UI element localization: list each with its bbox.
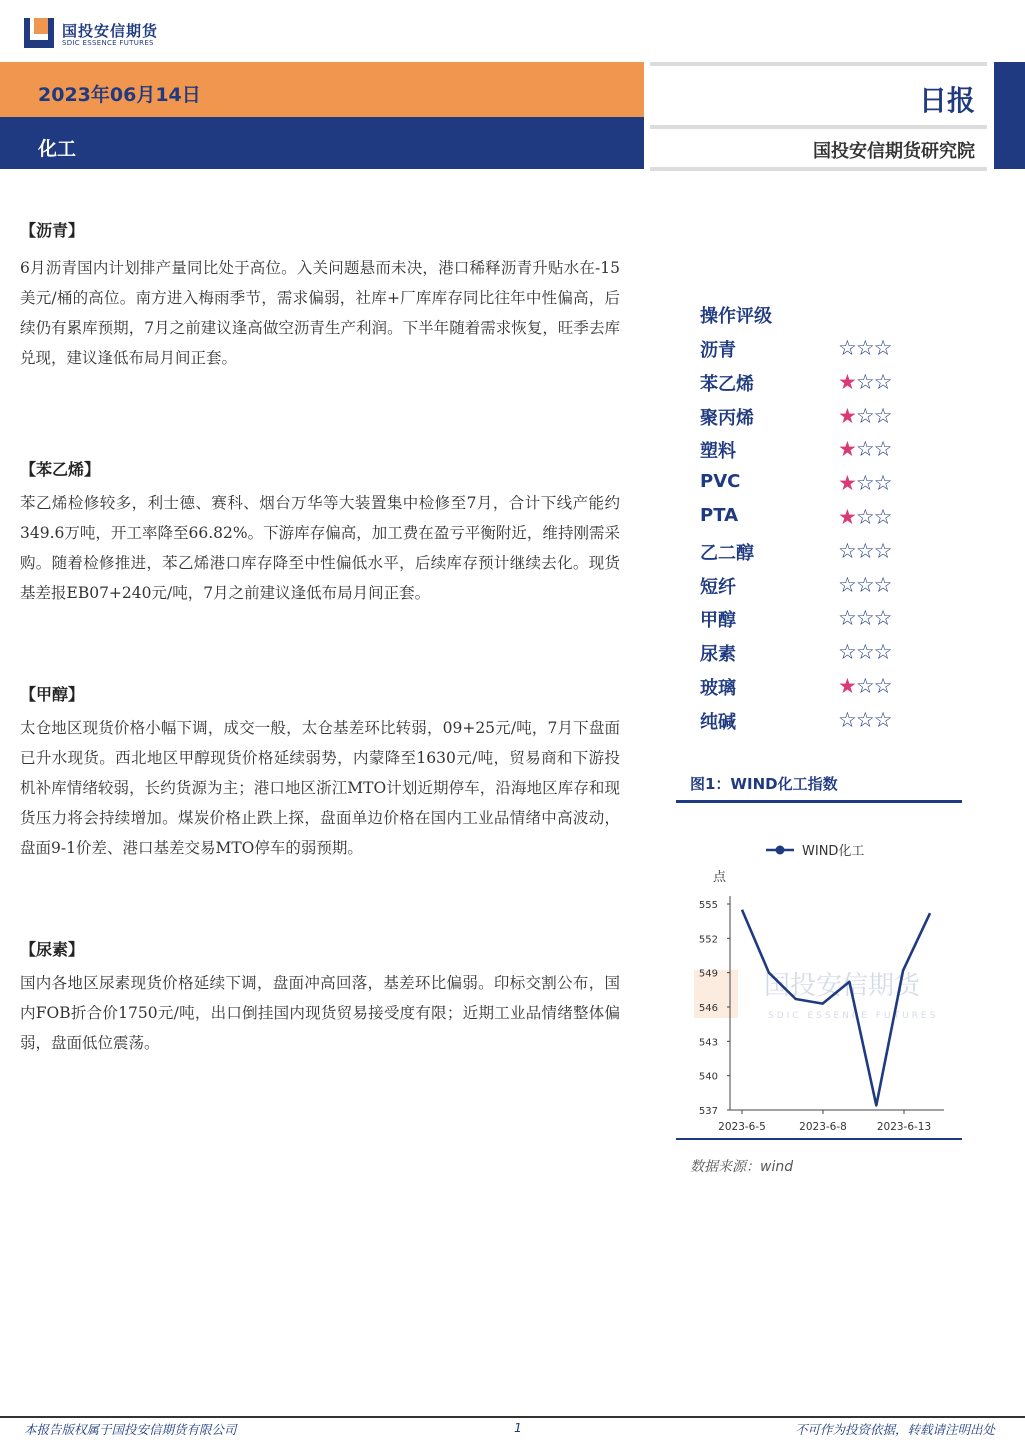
rating-stars xyxy=(838,674,891,698)
y-tick-label: 549 xyxy=(698,968,718,980)
header-sector-bar xyxy=(0,117,644,169)
rating-row xyxy=(700,539,940,569)
y-tick-label: 552 xyxy=(698,934,718,946)
report-date: 2023年06月14日 xyxy=(38,84,201,106)
rating-row xyxy=(700,640,940,670)
rating-stars xyxy=(838,640,891,664)
report-type: 日报 xyxy=(918,84,975,117)
x-tick-label: 2023-6-8 xyxy=(799,1121,847,1133)
rating-product-name: PVC xyxy=(700,471,741,493)
star-empty-icon: ☆ xyxy=(838,538,856,563)
footer-disclaimer: 不可作为投资依据，转载请注明出处 xyxy=(794,1422,995,1437)
figure-source: 数据来源：wind xyxy=(690,1159,794,1175)
legend-marker-icon xyxy=(776,846,785,855)
rating-row xyxy=(700,370,940,400)
ratings-title: 操作评级 xyxy=(700,306,772,327)
star-empty-icon: ☆ xyxy=(855,403,874,428)
star-empty-icon: ☆ xyxy=(873,369,892,394)
rating-product-name: 玻璃 xyxy=(700,678,736,699)
rating-stars xyxy=(838,471,891,495)
rating-stars xyxy=(838,404,891,428)
footer-copyright: 本报告版权属于国投安信期货有限公司 xyxy=(24,1422,237,1437)
rating-product-name: 尿素 xyxy=(700,644,736,666)
star-empty-icon: ☆ xyxy=(855,336,874,360)
rating-stars xyxy=(838,336,891,360)
star-empty-icon: ☆ xyxy=(873,707,892,732)
header-divider xyxy=(650,167,987,171)
rating-row xyxy=(700,336,940,366)
rating-stars xyxy=(838,606,891,630)
star-empty-icon: ☆ xyxy=(873,674,892,698)
svg-text:国投安信期货: 国投安信期货 xyxy=(764,970,921,1000)
series-line-wind-chemical xyxy=(742,910,930,1106)
section-title-methanol: 【甲醇】 xyxy=(20,685,85,704)
star-empty-icon: ☆ xyxy=(855,674,874,698)
star-filled-icon: ★ xyxy=(838,369,856,394)
line-chart xyxy=(676,812,962,1138)
logo-mark-icon xyxy=(24,18,54,48)
y-axis-unit: 点 xyxy=(713,870,727,885)
figure-title: 图1：WIND化工指数 xyxy=(690,775,838,793)
rating-product-name: 甲醇 xyxy=(700,610,736,632)
rating-product-name: 短纤 xyxy=(700,576,736,598)
star-empty-icon: ☆ xyxy=(873,403,892,428)
institute-name: 国投安信期货研究院 xyxy=(813,141,975,162)
star-empty-icon: ☆ xyxy=(838,572,856,597)
svg-text:SDIC ESSENCE FUTURES: SDIC ESSENCE FUTURES xyxy=(768,1011,939,1021)
rating-stars xyxy=(838,437,891,461)
star-empty-icon: ☆ xyxy=(838,640,856,665)
rating-row xyxy=(700,674,940,704)
section-body-styrene: 苯乙烯检修较多，利士德、赛科、烟台万华等大装置集中检修至7月，合计下线产能约349.6万吨，开工率降至66.82%。下游库存偏高，加工费在盈亏平衡附近，维持刚需采购。随着检修推进，苯乙烯港口库存降至中性偏低水平，后续库存预计继续去化。现货基差报EB07+240元/吨，7月之前建议逢低布局月间正套。 xyxy=(20,494,620,602)
page-number: 1 xyxy=(514,1420,522,1435)
star-filled-icon: ★ xyxy=(838,403,856,428)
section-title-asphalt: 【沥青】 xyxy=(20,221,85,240)
star-empty-icon: ☆ xyxy=(855,437,874,462)
rating-stars xyxy=(838,539,891,563)
header-divider xyxy=(650,125,987,129)
section-body-urea: 国内各地区尿素现货价格延续下调，盘面冲高回落，基差环比偏弱。印标交割公布，国内FOB折合价1750元/吨，出口倒挂国内现货贸易接受度有限；近期工业品情绪整体偏弱，盘面低位震荡。 xyxy=(20,974,620,1052)
figure-title-underline xyxy=(676,800,962,803)
rating-stars xyxy=(838,573,891,597)
x-tick-label: 2023-6-5 xyxy=(718,1121,766,1133)
star-filled-icon: ★ xyxy=(838,437,856,462)
chart-container xyxy=(676,812,962,1140)
section-body-asphalt: 6月沥青国内计划排产量同比处于高位。入关问题悬而未决，港口稀释沥青升贴水在-15美元/桶的高位。南方进入梅雨季节，需求偏弱，社库+厂库库存同比往年中性偏高，后续仍有累库预期，7月之前建议逢高做空沥青生产利润。下半年随着需求恢复，旺季去库兑现，建议逢低布局月间正套。 xyxy=(20,259,620,367)
rating-stars xyxy=(838,370,891,394)
section-title-urea: 【尿素】 xyxy=(20,940,85,959)
rating-product-name: 乙二醇 xyxy=(700,542,754,564)
legend-label: WIND化工 xyxy=(802,844,865,859)
star-empty-icon: ☆ xyxy=(855,606,874,631)
star-empty-icon: ☆ xyxy=(838,606,856,631)
star-filled-icon: ★ xyxy=(838,674,856,698)
star-empty-icon: ☆ xyxy=(873,572,892,597)
header-accent-block xyxy=(994,62,1025,169)
star-empty-icon: ☆ xyxy=(855,707,874,732)
star-empty-icon: ☆ xyxy=(855,471,874,496)
rating-product-name: PTA xyxy=(700,505,739,526)
star-empty-icon: ☆ xyxy=(838,336,856,360)
star-empty-icon: ☆ xyxy=(855,538,874,563)
star-empty-icon: ☆ xyxy=(855,572,874,597)
star-empty-icon: ☆ xyxy=(873,640,892,665)
rating-row xyxy=(700,437,940,467)
rating-row xyxy=(700,708,940,738)
section-title-styrene: 【苯乙烯】 xyxy=(20,460,101,479)
star-empty-icon: ☆ xyxy=(873,471,892,496)
section-body-methanol: 太仓地区现货价格小幅下调，成交一般，太仓基差环比转弱，09+25元/吨，7月下盘面已升水现货。西北地区甲醇现货价格延续弱势，内蒙降至1630元/吨，贸易商和下游投机补库情绪较弱，长约货源为主；港口地区浙江MTO计划近期停车，沿海地区库存和现货压力将会持续增加。煤炭价格止跌上探，盘面单边价格在国内工业品情绪中高波动，盘面9-1价差、港口基差交易MTO停车的弱预期。 xyxy=(20,719,620,857)
x-tick-label: 2023-6-13 xyxy=(876,1121,932,1133)
star-empty-icon: ☆ xyxy=(873,336,892,360)
y-tick-label: 537 xyxy=(698,1106,718,1117)
rating-row xyxy=(700,404,940,434)
rating-row xyxy=(700,471,940,501)
star-empty-icon: ☆ xyxy=(873,505,892,529)
rating-row xyxy=(700,606,940,636)
star-empty-icon: ☆ xyxy=(873,538,892,563)
rating-product-name: 纯碱 xyxy=(700,711,736,733)
star-empty-icon: ☆ xyxy=(873,606,892,631)
footer-divider xyxy=(0,1416,1025,1418)
report-sector: 化工 xyxy=(38,138,77,160)
star-filled-icon: ★ xyxy=(838,471,856,496)
star-empty-icon: ☆ xyxy=(838,707,856,732)
y-tick-label: 540 xyxy=(698,1071,718,1083)
logo-text-cn: 国投安信期货 xyxy=(62,22,159,40)
star-filled-icon: ★ xyxy=(838,505,856,529)
star-empty-icon: ☆ xyxy=(855,369,874,394)
rating-product-name: 塑料 xyxy=(700,441,736,463)
y-tick-label: 543 xyxy=(698,1037,718,1049)
star-empty-icon: ☆ xyxy=(855,505,874,529)
star-empty-icon: ☆ xyxy=(855,640,874,665)
y-tick-label: 555 xyxy=(698,900,718,911)
rating-product-name: 苯乙烯 xyxy=(700,373,754,395)
company-logo xyxy=(24,16,174,52)
rating-row xyxy=(700,505,940,535)
header-divider xyxy=(650,62,987,66)
logo-text-en: SDIC ESSENCE FUTURES xyxy=(62,39,154,47)
rating-stars xyxy=(838,505,891,529)
star-empty-icon: ☆ xyxy=(873,437,892,462)
y-tick-label: 546 xyxy=(698,1003,718,1014)
rating-row xyxy=(700,573,940,603)
rating-stars xyxy=(838,708,891,732)
rating-product-name: 沥青 xyxy=(700,340,736,361)
rating-product-name: 聚丙烯 xyxy=(700,407,754,429)
